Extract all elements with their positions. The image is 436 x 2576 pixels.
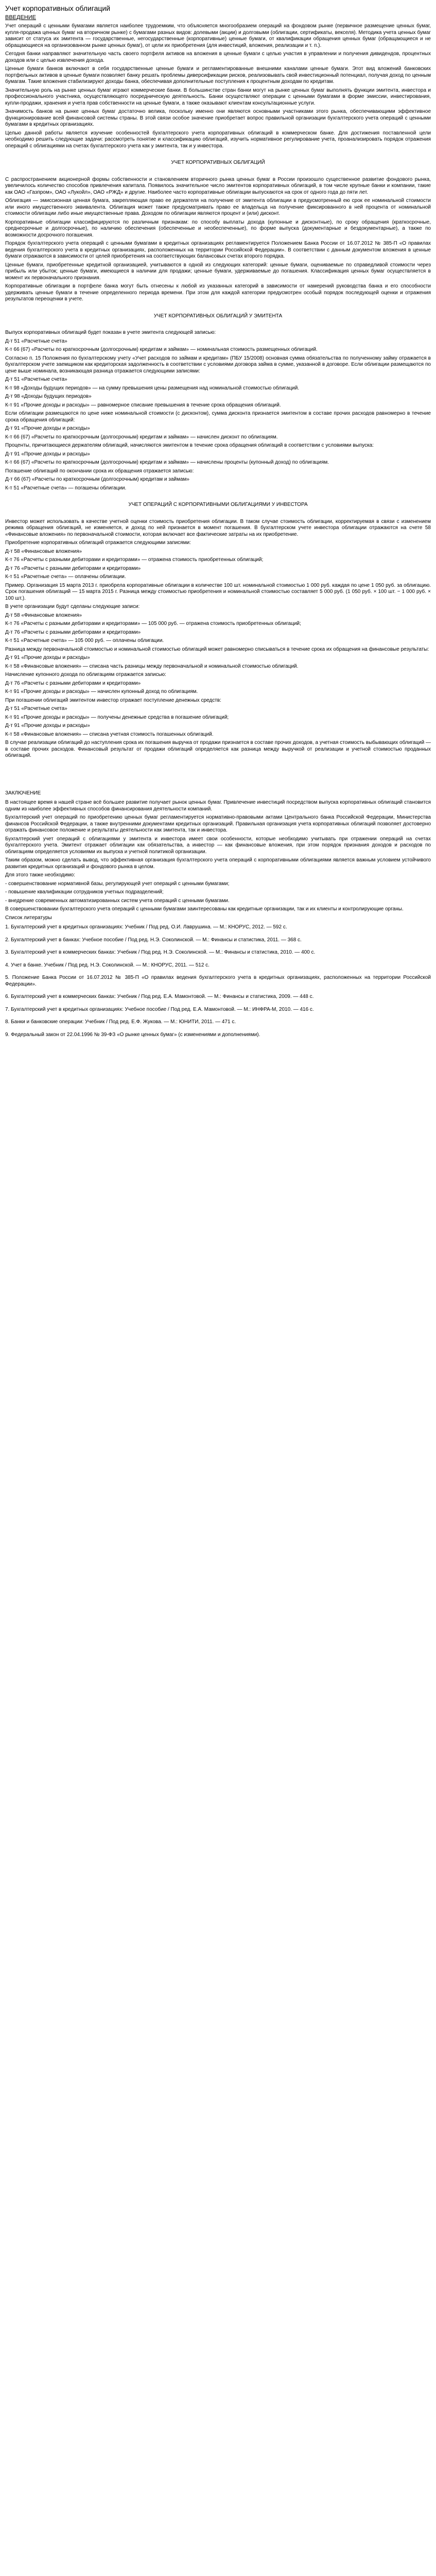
bibliography-item: 1. Бухгалтерский учет в кредитных организациях: Учебник / Под ред. О.И. Лаврушина. — М.: КНОРУС, 2012. — 592 с. — [5, 924, 287, 930]
paragraph: К-т 91 «Прочие доходы и расходы» — равномерное списание превышения в течение срока обращения облигаций. — [5, 402, 281, 408]
paragraph: - внедрение современных автоматизированных систем учета операций с ценными бумагами. — [5, 897, 230, 904]
paragraph: Д-т 76 «Расчеты с разными дебиторами и кредиторами» — [5, 629, 141, 635]
paragraph: В учете организации будут сделаны следующие записи: — [5, 604, 140, 610]
paragraph: Д-т 66 (67) «Расчеты по краткосрочным (долгосрочным) кредитам и займам» — [5, 477, 189, 483]
paragraph: Д-т 58 «Финансовые вложения» — [5, 612, 82, 618]
paragraph: Проценты, причитающиеся держателям облигаций, начисляются эмитентом в течение срока обращения облигаций в соответствии с условиями выпуска: — [5, 443, 374, 449]
paragraph: Пример. Организация 15 марта 2013 г. приобрела корпоративные облигации в количестве 100 шт. номинальной стоимостью 1 000 руб. каждая по цене 1 050 руб. за облигацию. Срок погашения облигаций — 15 марта 2015 г. Разница между стоимостью приобретения и номинальной стоимостью составляет 5 000 руб. (1 050 руб. × 100 шт. − 1 000 руб. × 100 шт.). — [5, 582, 431, 601]
bibliography-section — [5, 915, 431, 1039]
bibliography-item: 2. Бухгалтерский учет в банках: Учебное пособие / Под ред. Н.Э. Соколинской. — М.: Финансы и статистика, 2011. — 368 с. — [5, 937, 302, 943]
paragraph: В случае реализации облигаций до наступления срока их погашения выручка от продажи признается в составе прочих доходов, а учетная стоимость выбывающих облигаций — в составе прочих расходов. Финансовый результат от продажи облигаций определяется как разница между выручкой от реализации и учетной стоимостью проданных облигаций. — [5, 740, 431, 759]
paragraph: К-т 51 «Расчетные счета» — оплачены облигации. — [5, 574, 126, 580]
bibliography-item: 4. Учет в банке. Учебник / Под ред. Н.Э. Соколинской. — М.: КНОРУС, 2011. — 512 с. — [5, 962, 210, 968]
paragraph: С распространением акционерной формы собственности и становлением вторичного рынка ценных бумаг в России произошло существенное развитие фондового рынка, увеличилось количество способов привлечения капитала. Появилось значительное число эмитентов корпоративных облигаций, в том числе крупные банки и компании, такие как ОАО «Газпром», ОАО «Лукойл», ОАО «РЖД» и другие. Наиболее часто корпоративные облигации выпускаются на срок от одного года до пяти лет. — [5, 176, 431, 195]
section-heading: Список литературы — [5, 914, 52, 921]
paragraph: - повышение квалификации сотрудников учетных подразделений; — [5, 889, 164, 895]
document-subtitle: ВВЕДЕНИЕ — [5, 14, 36, 21]
paragraph: Д-т 91 «Прочие доходы и расходы» — [5, 426, 90, 432]
paragraph: К-т 91 «Прочие доходы и расходы» — начислен купонный доход по облигациям. — [5, 689, 198, 695]
intro-section — [5, 23, 431, 149]
paragraph: В настоящее время в нашей стране всё большее развитие получает рынок ценных бумаг. Привлечение инвестиций посредством выпуска корпоративных облигаций становится одним из наиболее эффективных способов финансирования деятельности компаний. — [5, 800, 431, 812]
paragraph: Порядок бухгалтерского учета операций с ценными бумагами в кредитных организациях регламентируется Положением Банка России от 16.07.2012 № 385-П «О правилах ведения бухгалтерского учета в кредитных организациях, расположенных на территории Российской Федерации». В соответствии с данным документом вложения в ценные бумаги отражаются в зависимости от целей приобретения на соответствующих балансовых счетах второго порядка. — [5, 241, 431, 260]
paragraph: К-т 66 (67) «Расчеты по краткосрочным (долгосрочным) кредитам и займам» — начислен дисконт по облигациям. — [5, 434, 278, 440]
paragraph: Начисление купонного дохода по облигациям отражается записью: — [5, 672, 166, 678]
paragraph: Ценные бумаги, приобретенные кредитной организацией, учитываются в одной из следующих категорий: ценные бумаги, оцениваемые по справедливой стоимости через прибыль или убыток; ценные бумаги, имеющиеся в наличии для продажи; ценные бумаги, удерживаемые до погашения. Классификация ценных бумаг осуществляется в момент их первоначального признания. — [5, 262, 431, 281]
bibliography-item: 9. Федеральный закон от 22.04.1996 № 39-ФЗ «О рынке ценных бумаг» (с изменениями и дополнениями). — [5, 1031, 260, 1038]
section-corporate-bonds — [5, 160, 431, 303]
paragraph: В совершенствовании бухгалтерского учета операций с ценными бумагами заинтересованы как кредитные организации, так и их клиенты и контролирующие органы. — [5, 906, 404, 912]
paragraph: Д-т 91 «Прочие доходы и расходы» — [5, 723, 90, 729]
paragraph: Учет операций с ценными бумагами является наиболее трудоемким, что объясняется многообразием операций на фондовом рынке (первичное размещение ценных бумаг, купля-продажа ценных бумаг на вторичном рынке) с бумагами разных видов: долевыми (акции) и долговыми (облигации, сертификаты, векселя). Методика учета ценных бумаг зависит от статуса их эмитента — государственные, негосударственные (корпоративные) ценные бумаги, от квалификации обращения ценных бумаг (обращающиеся и не обращающиеся на организованном рынке ценных бумаг), от цели их приобретения (для инвестиций, вложения, реализации и т. п.). — [5, 23, 431, 48]
paragraph: К-т 76 «Расчеты с разными дебиторами и кредиторами» — 105 000 руб. — отражена стоимость приобретенных облигаций; — [5, 621, 301, 627]
section-heading: УЧЕТ КОРПОРАТИВНЫХ ОБЛИГАЦИЙ — [171, 160, 265, 166]
paragraph: Таким образом, можно сделать вывод, что эффективная организация бухгалтерского учета операций с корпоративными облигациями является важным условием устойчивого развития кредитных организаций и фондового рынка в целом. — [5, 857, 431, 870]
paragraph: К-т 91 «Прочие доходы и расходы» — получены денежные средства в погашение облигаций; — [5, 714, 229, 720]
paragraph: Д-т 51 «Расчетные счета» — [5, 377, 67, 383]
paragraph: Д-т 76 «Расчеты с разными дебиторами и кредиторами» — [5, 680, 141, 686]
bibliography-item: 8. Банки и банковские операции: Учебник / Под ред. Е.Ф. Жукова. — М.: ЮНИТИ, 2011. — 471 с. — [5, 1019, 236, 1025]
paragraph: Корпоративные облигации в портфеле банка могут быть отнесены к любой из указанных категорий в зависимости от намерений руководства банка и его способности удерживать ценные бумаги в течение определенного периода времени. При этом для каждой категории предусмотрен особый порядок последующей оценки и отражения результатов переоценки в учете. — [5, 283, 431, 302]
paragraph: Д-т 91 «Прочие доходы и расходы» — [5, 655, 90, 661]
section-heading: ЗАКЛЮЧЕНИЕ — [5, 790, 41, 796]
paragraph: Согласно п. 15 Положения по бухгалтерскому учету «Учет расходов по займам и кредитам» (ПБУ 15/2008) основная сумма обязательства по полученному займу отражается в бухгалтерском учете заемщиком как кредиторская задолженность в соответствии с условиями договора займа в сумме, указанной в договоре. Если облигации размещаются по цене выше номинала, возникающая разница отражается следующими записями: — [5, 355, 431, 374]
paragraph: Д-т 76 «Расчеты с разными дебиторами и кредиторами» — [5, 565, 141, 571]
document — [0, 0, 436, 1055]
section-heading: УЧЕТ КОРПОРАТИВНЫХ ОБЛИГАЦИЙ У ЭМИТЕНТА — [153, 313, 283, 319]
bibliography-item: 3. Бухгалтерский учет в коммерческих банках: Учебник / Под ред. Н.Э. Соколинской. — М.: Финансы и статистика, 2010. — 400 с. — [5, 950, 316, 956]
paragraph: К-т 66 (67) «Расчеты по краткосрочным (долгосрочным) кредитам и займам» — номинальная стоимость размещенных облигаций. — [5, 347, 318, 353]
paragraph: Для этого также необходимо: — [5, 872, 75, 878]
paragraph: Бухгалтерский учет операций по приобретению ценных бумаг регламентируется нормативно-правовыми актами Центрального банка Российской Федерации, Министерства финансов Российской Федерации, а также внутренними документами кредитных организаций. Правильная организация учета корпоративных облигаций позволяет достоверно отражать финансовое положение и результаты деятельности как эмитента, так и инвестора. — [5, 815, 431, 834]
paragraph: Ценные бумаги банков включают в себя государственные ценные бумаги и регламентированные внешними каналами ценные бумаги. Этот вид вложений банковских портфельных активов в ценные бумаги позволяет банку решать проблемы диверсификации рисков, реализовывать свой инвестиционный потенциал, получая доход по ценным бумагам. Такие вложения стабилизируют доходы банка, обеспечивая дополнительные поступления к процентным доходам по кредитам. — [5, 66, 431, 85]
section-investor-accounting — [5, 502, 431, 759]
paragraph: Выпуск корпоративных облигаций будет показан в учете эмитента следующей записью: — [5, 330, 216, 336]
paragraph: К-т 98 «Доходы будущих периодов» — на сумму превышения цены размещения над номинальной стоимостью облигаций. — [5, 385, 300, 391]
paragraph: - совершенствование нормативной базы, регулирующей учет операций с ценными бумагами; — [5, 880, 230, 887]
paragraph: Целью данной работы является изучение особенностей бухгалтерского учета корпоративных облигаций в коммерческом банке. Для достижения поставленной цели необходимо решить следующие задачи: рассмотреть понятие и классификацию облигаций, изучить нормативное регулирование учета, проанализировать порядок отражения операций с облигациями на счетах бухгалтерского учета как у эмитента, так и у инвестора. — [5, 130, 431, 149]
paragraph: К-т 51 «Расчетные счета» — погашены облигации. — [5, 485, 127, 491]
paragraph: Значимость банков на рынке ценных бумаг достаточно велика, поскольку именно они являются основными участниками этого рынка, обеспечивающими эффективное функционирование всей финансовой системы страны. В этой связи особое значение приобретает вопрос правильной организации бухгалтерского учета операций с ценными бумагами в кредитных организациях. — [5, 109, 431, 128]
paragraph: При погашении облигаций эмитентом инвестор отражает поступление денежных средств: — [5, 697, 221, 703]
paragraph: Бухгалтерский учет операций с облигациями у эмитента и инвестора имеет свои особенности, которые необходимо учитывать при отражении операций на счетах бухгалтерского учета. Эмитент отражает облигации как обязательства, а инвестор — как финансовые вложения, при этом порядок признания доходов и расходов по облигациям определяется условиями их выпуска и учетной политикой организации. — [5, 836, 431, 855]
bibliography-item: 6. Бухгалтерский учет в коммерческих банках: Учебник / Под ред. Е.А. Мамонтовой. — М.: Финансы и статистика, 2009. — 448 с. — [5, 994, 314, 1000]
paragraph: Д-т 51 «Расчетные счета» — [5, 706, 67, 712]
paragraph: К-т 58 «Финансовые вложения» — списана учетная стоимость погашенных облигаций. — [5, 731, 214, 737]
bibliography-item: 5. Положение Банка России от 16.07.2012 № 385-П «О правилах ведения бухгалтерского учета в кредитных организациях, расположенных на территории Российской Федерации». — [5, 975, 431, 987]
paragraph: Д-т 98 «Доходы будущих периодов» — [5, 394, 92, 400]
paragraph: Если облигации размещаются по цене ниже номинальной стоимости (с дисконтом), сумма дисконта признается эмитентом в составе прочих расходов равномерно в течение срока обращения облигаций: — [5, 411, 431, 423]
paragraph: Значительную роль на рынке ценных бумаг играют коммерческие банки. В большинстве стран банки могут на рынке ценных бумаг выполнять функции эмитента, инвестора и профессионального участника, осуществляющего посредническую деятельность. Банки осуществляют операции с ценными бумагами в форме эмиссии, инвестирования, купли-продажи, хранения и учета прав собственности на ценные бумаги, а также оказывают клиентам консультационные услуги. — [5, 87, 431, 106]
paragraph: Д-т 58 «Финансовые вложения» — [5, 548, 82, 554]
paragraph: К-т 58 «Финансовые вложения» — списана часть разницы между первоначальной и номинальной стоимостью облигаций. — [5, 663, 299, 669]
paragraph: Д-т 91 «Прочие доходы и расходы» — [5, 451, 90, 457]
paragraph: Погашение облигаций по окончании срока их обращения отражается записью: — [5, 468, 194, 474]
paragraph: Сегодня банки направляют значительную часть своего портфеля активов на вложения в ценные бумаги с целью участия в управлении и получения дивидендов, процентных доходов или с целью извлечения дохода. — [5, 51, 431, 63]
paragraph: К-т 66 (67) «Расчеты по краткосрочным (долгосрочным) кредитам и займам» — начислены проценты (купонный доход) по облигациям. — [5, 460, 329, 466]
paragraph: К-т 51 «Расчетные счета» — 105 000 руб. — оплачены облигации. — [5, 638, 164, 644]
section-heading: УЧЕТ ОПЕРАЦИЙ С КОРПОРАТИВНЫМИ ОБЛИГАЦИЯМИ У ИНВЕСТОРА — [128, 502, 308, 508]
paragraph: Инвестор может использовать в качестве учетной оценки стоимость приобретения облигации. В таком случае стоимость облигации, корректируемая в связи с изменением режима обращения облигаций, не изменяется, и доход по ней признается в момент погашения. В бухгалтерском учете инвестора облигации отражаются на счете 58 «Финансовые вложения» по первоначальной стоимости, которая включает все фактические затраты на их приобретение. — [5, 518, 431, 537]
bibliography-item: 7. Бухгалтерский учет в кредитных организациях: Учебное пособие / Под ред. Е.А. Мамонтовой. — М.: ИНФРА-М, 2010. — 416 с. — [5, 1006, 314, 1012]
conclusion-section — [5, 790, 431, 913]
paragraph: Облигация — эмиссионная ценная бумага, закрепляющая право ее держателя на получение от эмитента облигации в предусмотренный ею срок ее номинальной стоимости или иного имущественного эквивалента. Облигация может также предусматривать право ее владельца на получение фиксированного в ней процента от номинальной стоимости облигации либо иные имущественные права. Доходом по облигации являются процент и (или) дисконт. — [5, 198, 431, 217]
paragraph: Корпоративные облигации классифицируются по различным признакам: по способу выплаты дохода (купонные и дисконтные), по сроку обращения (краткосрочные, среднесрочные и долгосрочные), по наличию обеспечения (обеспеченные и необеспеченные), по форме выпуска (документарные и бездокументарные), а также по возможности досрочного погашения. — [5, 219, 431, 238]
paragraph: Приобретение корпоративных облигаций отражается следующими записями: — [5, 540, 191, 546]
section-issuer-accounting — [5, 313, 431, 492]
paragraph: Разница между первоначальной стоимостью и номинальной стоимостью облигаций может равномерно списываться в течение срока их обращения на финансовые результаты: — [5, 646, 429, 652]
paragraph: К-т 76 «Расчеты с разными дебиторами и кредиторами» — отражена стоимость приобретенных облигаций; — [5, 557, 264, 563]
document-title: Учет корпоративных облигаций — [5, 4, 111, 12]
paragraph: Д-т 51 «Расчетные счета» — [5, 338, 67, 344]
